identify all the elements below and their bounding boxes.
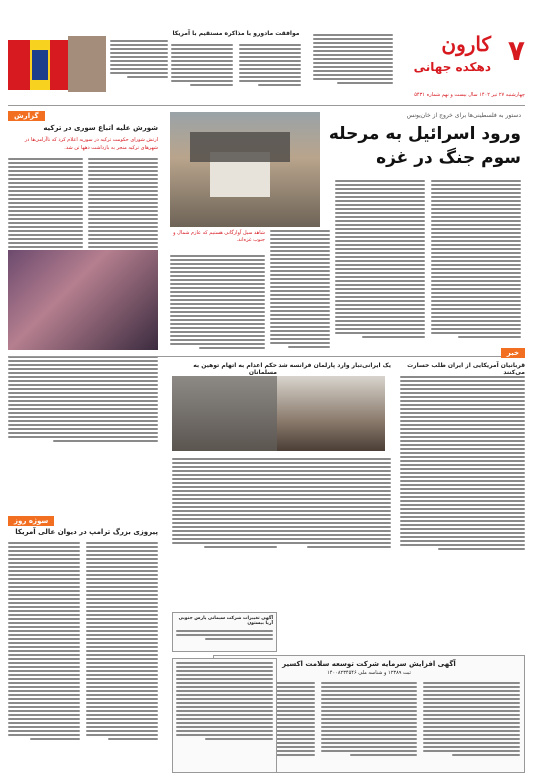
politician-photo [275, 376, 385, 451]
top-story-headline: موافقت مادورو با مذاکره مستقیم با آمریکا [172, 30, 300, 37]
mid-divider [8, 356, 525, 357]
main-kicker: دستور به فلسطینی‌ها برای خروج از خان‌یونس [406, 112, 521, 119]
masthead [405, 30, 525, 90]
main-caption: شاهد سیل آوارگانی هستیم که عازم شمال و جنوب غزه‌اند. [173, 230, 265, 243]
side-tab: سوژه روز [8, 516, 54, 526]
protest-photo [8, 250, 158, 350]
side-headline: پیروزی بزرگ ترامپ در دیوان عالی آمریکا [15, 528, 158, 536]
ad-subtitle: ثبت ۱۲۳۸۹ و شناسه ملی ۱۴۰۰۸۲۳۴۵۴۶ [327, 670, 411, 676]
top-left-portrait [68, 36, 106, 92]
bottom-story-1-body [400, 376, 525, 550]
top-story-col-b [171, 44, 233, 86]
date-line: چهارشنبه ۲۷ تیر ۱۴۰۲ سال بیست و نهم شماره ۵۴۳۱ [414, 92, 525, 98]
header-divider [8, 105, 525, 106]
main-body-right-1 [431, 180, 521, 338]
bottom-story-1-headline: قربانیان آمریکایی از ایران طلب خسارت می‌کنند [407, 362, 525, 376]
report-headline: شورش علیه اتباع سوری در ترکیه [43, 124, 158, 132]
bottom-story-2-body [271, 458, 391, 548]
bottom-story-3-body [172, 458, 277, 548]
ad-title: آگهی افزایش سرمایه شرکت توسعه سلامت اکسیر [282, 660, 456, 668]
top-left-text [110, 40, 168, 78]
report-lead: ارتش شورای حکومت ترکیه در سوریه اعلام کرد که ناآرامی‌ها در شهرهای ترکیه منجر به بازداشت دهها تن شد. [24, 137, 158, 151]
report-tab: گزارش [8, 111, 45, 121]
notice-box [172, 612, 277, 652]
side-body-b [86, 542, 158, 740]
top-text-col-1 [313, 34, 393, 84]
main-headline-line2: سوم جنگ در غزه [376, 148, 521, 168]
bottom-story-2-headline: یک ایرانی‌تبار وارد پارلمان فرانسه شد [278, 362, 391, 369]
notice-title: آگهی تغییرات شرکت سیمانی پارس جنوبی آریا بیستون [178, 616, 273, 626]
main-body-mid-2 [270, 230, 330, 348]
report-body-c [8, 356, 158, 442]
main-photo [170, 112, 320, 227]
logo-sub: دهکده جهانی [413, 60, 491, 74]
small-notices [172, 658, 277, 773]
bottom-story-1-tab: خبر [501, 348, 525, 358]
main-headline-line1: ورود اسرائیل به مرحله [328, 124, 521, 144]
top-left-graphic [8, 40, 68, 90]
main-body-mid [170, 255, 265, 349]
top-story-col-a [239, 44, 301, 86]
side-body-a [8, 542, 80, 740]
logo-main: کارون [441, 32, 491, 56]
bottom-story-3-headline: حکم اعدام به اتهام توهین به مسلمانان [193, 362, 277, 376]
page-number: ۷ [507, 34, 525, 67]
main-body-right-2 [335, 180, 425, 338]
crowd-photo [172, 376, 277, 451]
